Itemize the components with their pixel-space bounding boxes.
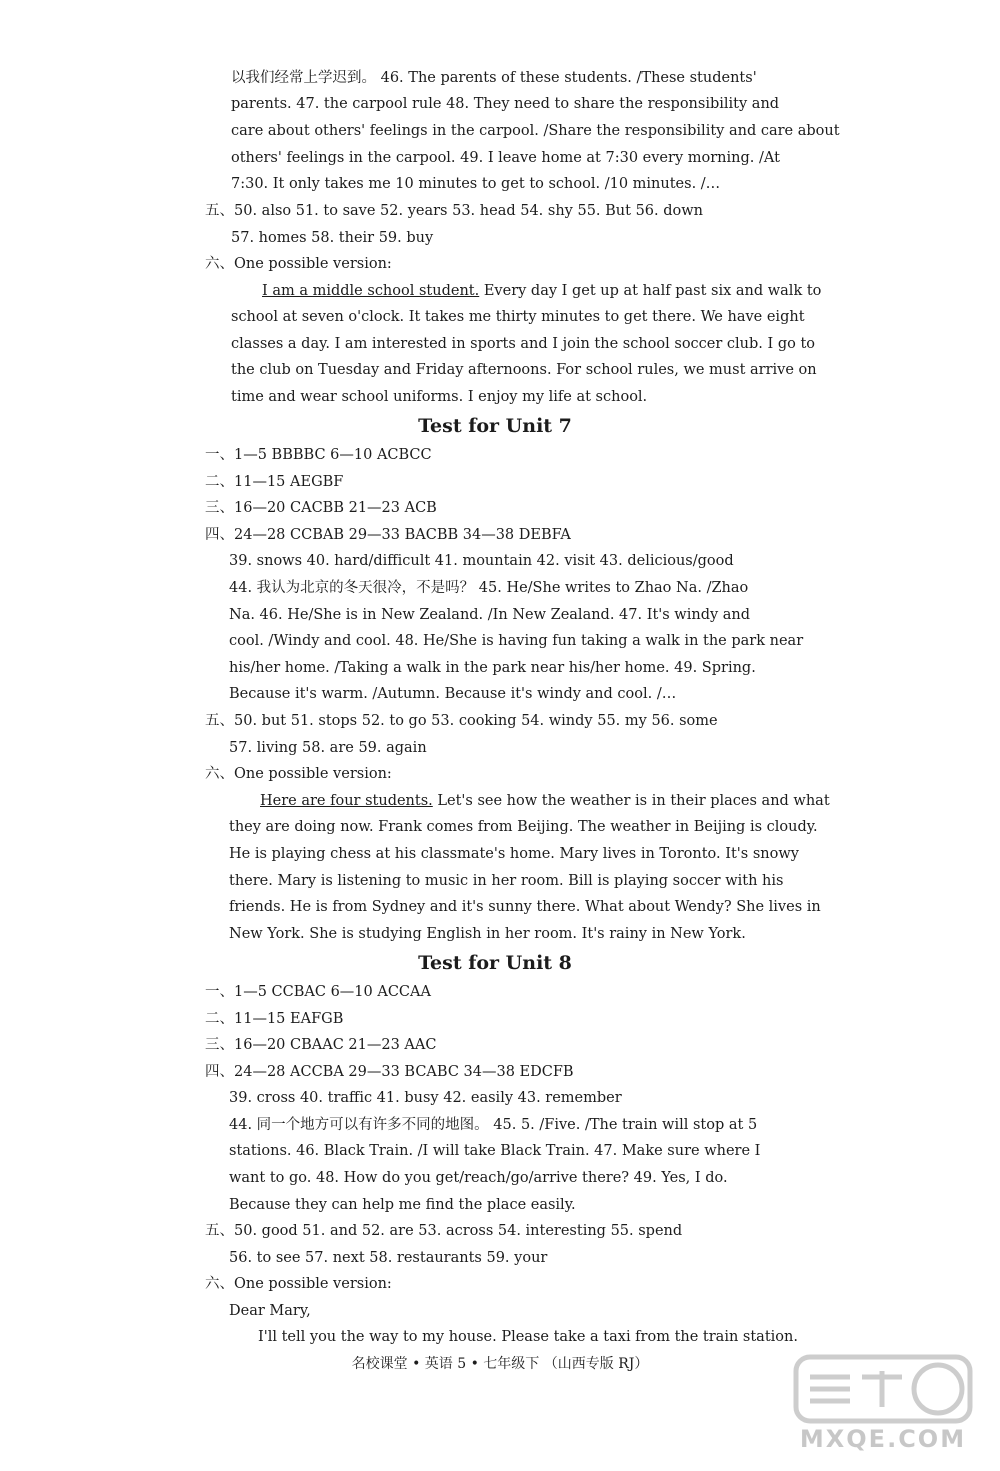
u6-line-2: parents. 47. the carpool rule 48. They need to share the responsibility and [231,96,780,112]
u8-section-6-label: 六、One possible version: [205,1276,392,1292]
u6-section-5-line-2: 57. homes 58. their 59. buy [231,230,434,246]
u7-reading-line-1: 44. 我认为北京的冬天很冷，不是吗？ 45. He/She writes to Zhao Na. /Zhao [229,580,749,596]
unit7-title: Test for Unit 7 [418,415,572,437]
u7-writing-underlined: Here are four students. [260,793,433,809]
watermark-text: MXQE.COM [799,1425,967,1453]
u7-writing-line-4: there. Mary is listening to music in her room. Bill is playing soccer with his [229,873,784,889]
u7-writing-line-6: New York. She is studying English in her room. It's rainy in New York. [229,926,746,942]
u7-reading-line-4: his/her home. /Taking a walk in the park near his/her home. 49. Spring. [229,660,756,676]
u8-reading-line-4: Because they can help me find the place easily. [229,1197,576,1213]
u8-answers-3: 三、16—20 CBAAC 21—23 AAC [205,1037,437,1053]
u6-writing-line-3: classes a day. I am interested in sports and I join the school soccer club. I go to [231,336,816,352]
watermark [788,1349,978,1459]
u8-answers-4: 四、24—28 ACCBA 29—33 BCABC 34—38 EDCFB [205,1064,574,1080]
u7-writing-rest: Let's see how the weather is in their places and what [432,793,830,809]
u7-reading-line-3: cool. /Windy and cool. 48. He/She is having fun taking a walk in the park near [229,633,804,649]
u8-reading-line-3: want to go. 48. How do you get/reach/go/arrive there? 49. Yes, I do. [229,1170,728,1186]
u6-writing-line-4: the club on Tuesday and Friday afternoons. For school rules, we must arrive on [231,362,817,378]
u6-writing-rest: Every day I get up at half past six and walk to [479,283,822,299]
u7-answers-3: 三、16—20 CACBB 21—23 ACB [205,500,437,516]
u6-writing-line-1 [262,281,821,301]
u8-answers-5: 39. cross 40. traffic 41. busy 42. easily 43. remember [229,1090,622,1106]
u8-section-5-line-2: 56. to see 57. next 58. restaurants 59. your [229,1250,548,1266]
u7-writing-line-2: they are doing now. Frank comes from Beijing. The weather in Beijing is cloudy. [229,819,818,835]
u6-line-5: 7:30. It only takes me 10 minutes to get to school. /10 minutes. /… [231,176,721,192]
u7-answers-1: 一、1—5 BBBBC 6—10 ACBCC [205,447,432,463]
u7-reading-line-5: Because it's warm. /Autumn. Because it's windy and cool. /… [229,686,677,702]
u6-line-4: others' feelings in the carpool. 49. I leave home at 7:30 every morning. /At [231,150,780,166]
u7-writing-line-3: He is playing chess at his classmate's home. Mary lives in Toronto. It's snowy [229,846,799,862]
u7-answers-5: 39. snows 40. hard/difficult 41. mountain 42. visit 43. delicious/good [229,553,734,569]
u6-writing-line-5: time and wear school uniforms. I enjoy my life at school. [231,389,648,405]
u8-letter-greeting: Dear Mary, [229,1303,311,1319]
u8-letter-line-1: I'll tell you the way to my house. Please take a taxi from the train station. [258,1329,798,1345]
u6-line-3: care about others' feelings in the carpool. /Share the responsibility and care about [231,123,840,139]
u7-answers-2: 二、11—15 AEGBF [205,474,344,490]
u6-section-5-line-1: 五、50. also 51. to save 52. years 53. head 54. shy 55. But 56. down [205,203,704,219]
u6-writing-underlined: I am a middle school student. [262,283,480,299]
u7-writing-line-1 [260,791,830,811]
u7-reading-line-2: Na. 46. He/She is in New Zealand. /In New Zealand. 47. It's windy and [229,607,751,623]
watermark-logo-icon [788,1349,978,1429]
u8-answers-1: 一、1—5 CCBAC 6—10 ACCAA [205,984,431,1000]
unit8-title: Test for Unit 8 [418,952,572,974]
u6-section-6-label: 六、One possible version: [205,256,392,272]
u6-writing-line-2: school at seven o'clock. It takes me thirty minutes to get there. We have eight [231,309,805,325]
u8-section-5-line-1: 五、50. good 51. and 52. are 53. across 54. interesting 55. spend [205,1223,683,1239]
u7-section-5-line-2: 57. living 58. are 59. again [229,740,427,756]
u7-section-6-label: 六、One possible version: [205,766,392,782]
u6-line-1: 以我们经常上学迟到。 46. The parents of these students. /These students' [231,70,757,86]
u8-reading-line-2: stations. 46. Black Train. /I will take Black Train. 47. Make sure where I [229,1143,761,1159]
u7-writing-line-5: friends. He is from Sydney and it's sunny there. What about Wendy? She lives in [229,899,821,915]
page-footer: 名校课堂 • 英语 5 • 七年级下 （山西专版 RJ） [351,1356,649,1372]
u7-answers-4: 四、24—28 CCBAB 29—33 BACBB 34—38 DEBFA [205,527,571,543]
u8-answers-2: 二、11—15 EAFGB [205,1011,344,1027]
u7-section-5-line-1: 五、50. but 51. stops 52. to go 53. cooking 54. windy 55. my 56. some [205,713,718,729]
u8-reading-line-1: 44. 同一个地方可以有许多不同的地图。 45. 5. /Five. /The train will stop at 5 [229,1117,758,1133]
